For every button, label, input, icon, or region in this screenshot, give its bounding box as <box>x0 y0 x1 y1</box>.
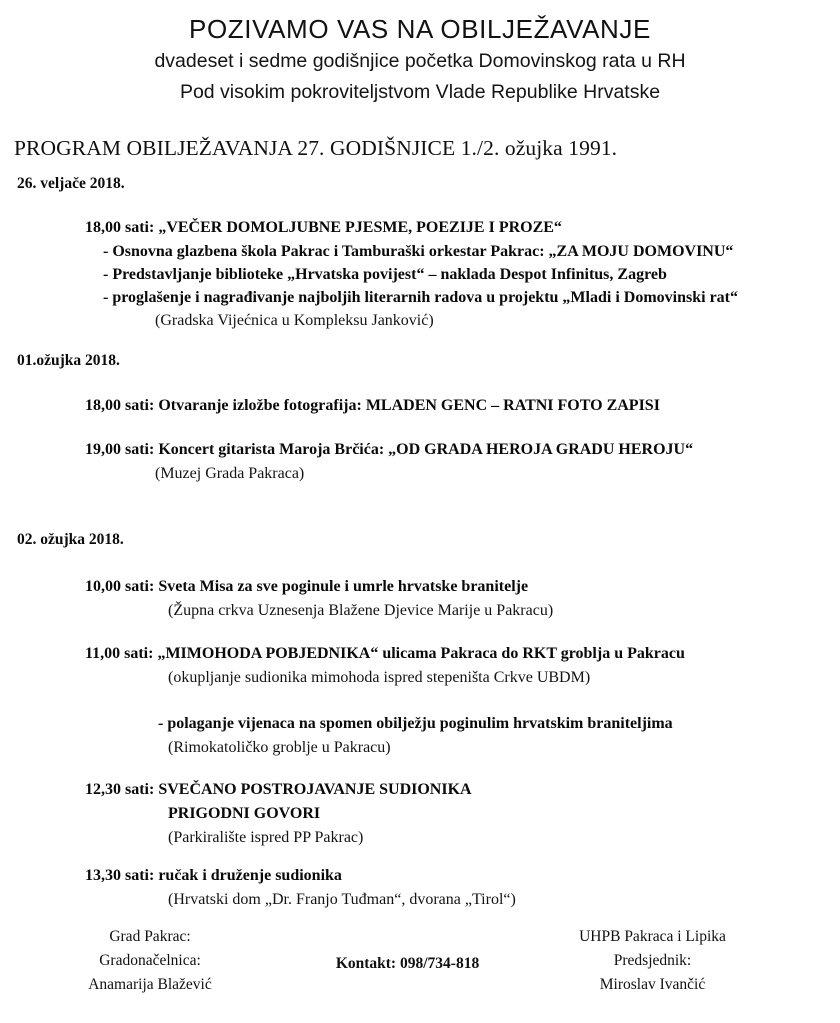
entry-time-line: 19,00 sati: Koncert gitarista Maroja Brčića: „OD GRADA HEROJA GRADU HEROJU“ <box>85 441 694 458</box>
day-section-2 <box>0 352 840 492</box>
entry-venue: (Muzej Grada Pakraca) <box>155 465 305 482</box>
entry-venue: (Župna crkva Uznesenja Blažene Djevice Marije u Pakracu) <box>168 602 554 619</box>
day-date-heading: 01.ožujka 2018. <box>17 352 120 369</box>
program-heading: PROGRAM OBILJEŽAVANJA 27. GODIŠNJICE 1./2. ožujka 1991. <box>14 136 618 160</box>
entry-time-line: 13,30 sati: ručak i druženje sudionika <box>85 867 342 884</box>
footer-column-contact <box>300 952 515 976</box>
page-title: POZIVAMO VAS NA OBILJEŽAVANJE <box>189 14 651 44</box>
footer-assoc-person: Miroslav Ivančić <box>599 976 706 993</box>
entry-time-line: 18,00 sati: Otvaranje izložbe fotografija: MLADEN GENC – RATNI FOTO ZAPISI <box>85 397 660 414</box>
entry-continuation: PRIGODNI GOVORI <box>168 805 321 822</box>
entry-bullet: - polaganje vijenaca na spomen obilježju poginulim hrvatskim braniteljima <box>158 715 673 732</box>
header-subtitle-1: dvadeset i sedme godišnjice početka Domovinskog rata u RH <box>154 50 686 72</box>
day-section-3 <box>0 531 840 911</box>
entry-time-line: 12,30 sati: SVEČANO POSTROJAVANJE SUDIONIKA <box>85 781 472 798</box>
entry-bullet: - Osnovna glazbena škola Pakrac i Tamburaški orkestar Pakrac: „ZA MOJU DOMOVINU“ <box>103 243 734 260</box>
day-date-heading: 02. ožujka 2018. <box>17 531 124 548</box>
entry-bullet: - Predstavljanje biblioteke „Hrvatska povijest“ – naklada Despot Infinitus, Zagreb <box>103 266 667 283</box>
footer-city-role: Gradonačelnica: <box>99 952 201 969</box>
footer-assoc-name: UHPB Pakraca i Lipika <box>579 928 726 945</box>
footer-city-name: Grad Pakrac: <box>109 928 191 945</box>
contact-phone: Kontakt: 098/734-818 <box>335 955 480 972</box>
entry-venue: (Hrvatski dom „Dr. Franjo Tuđman“, dvorana „Tirol“) <box>168 891 516 908</box>
entry-venue: (okupljanje sudionika mimohoda ispred stepeništa Crkve UBDM) <box>168 669 591 686</box>
day-section-1 <box>0 175 840 330</box>
entry-venue: (Parkiralište ispred PP Pakrac) <box>168 829 364 846</box>
day-date-heading: 26. veljače 2018. <box>17 175 125 192</box>
entry-venue: (Rimokatoličko groblje u Pakracu) <box>168 739 391 756</box>
entry-venue: (Gradska Vijećnica u Kompleksu Janković) <box>155 312 434 329</box>
entry-time-line: 11,00 sati: „MIMOHODA POBJEDNIKA“ ulicama Pakraca do RKT groblja u Pakracu <box>85 645 685 662</box>
poster-footer <box>0 925 840 1020</box>
entry-time-line: 18,00 sati: „VEČER DOMOLJUBNE PJESME, POEZIJE I PROZE“ <box>85 219 562 236</box>
footer-assoc-role: Predsjednik: <box>613 952 692 969</box>
footer-column-association <box>540 925 765 997</box>
entry-time-line: 10,00 sati: Sveta Misa za sve poginule i umrle hrvatske branitelje <box>85 578 529 595</box>
footer-column-city <box>40 925 260 997</box>
footer-city-person: Anamarija Blažević <box>88 976 212 993</box>
poster-header <box>0 12 840 107</box>
entry-bullet: - proglašenje i nagrađivanje najboljih literarnih radova u projektu „Mladi i Domovinski rat“ <box>103 289 738 306</box>
header-subtitle-2: Pod visokim pokroviteljstvom Vlade Republike Hrvatske <box>179 81 661 103</box>
